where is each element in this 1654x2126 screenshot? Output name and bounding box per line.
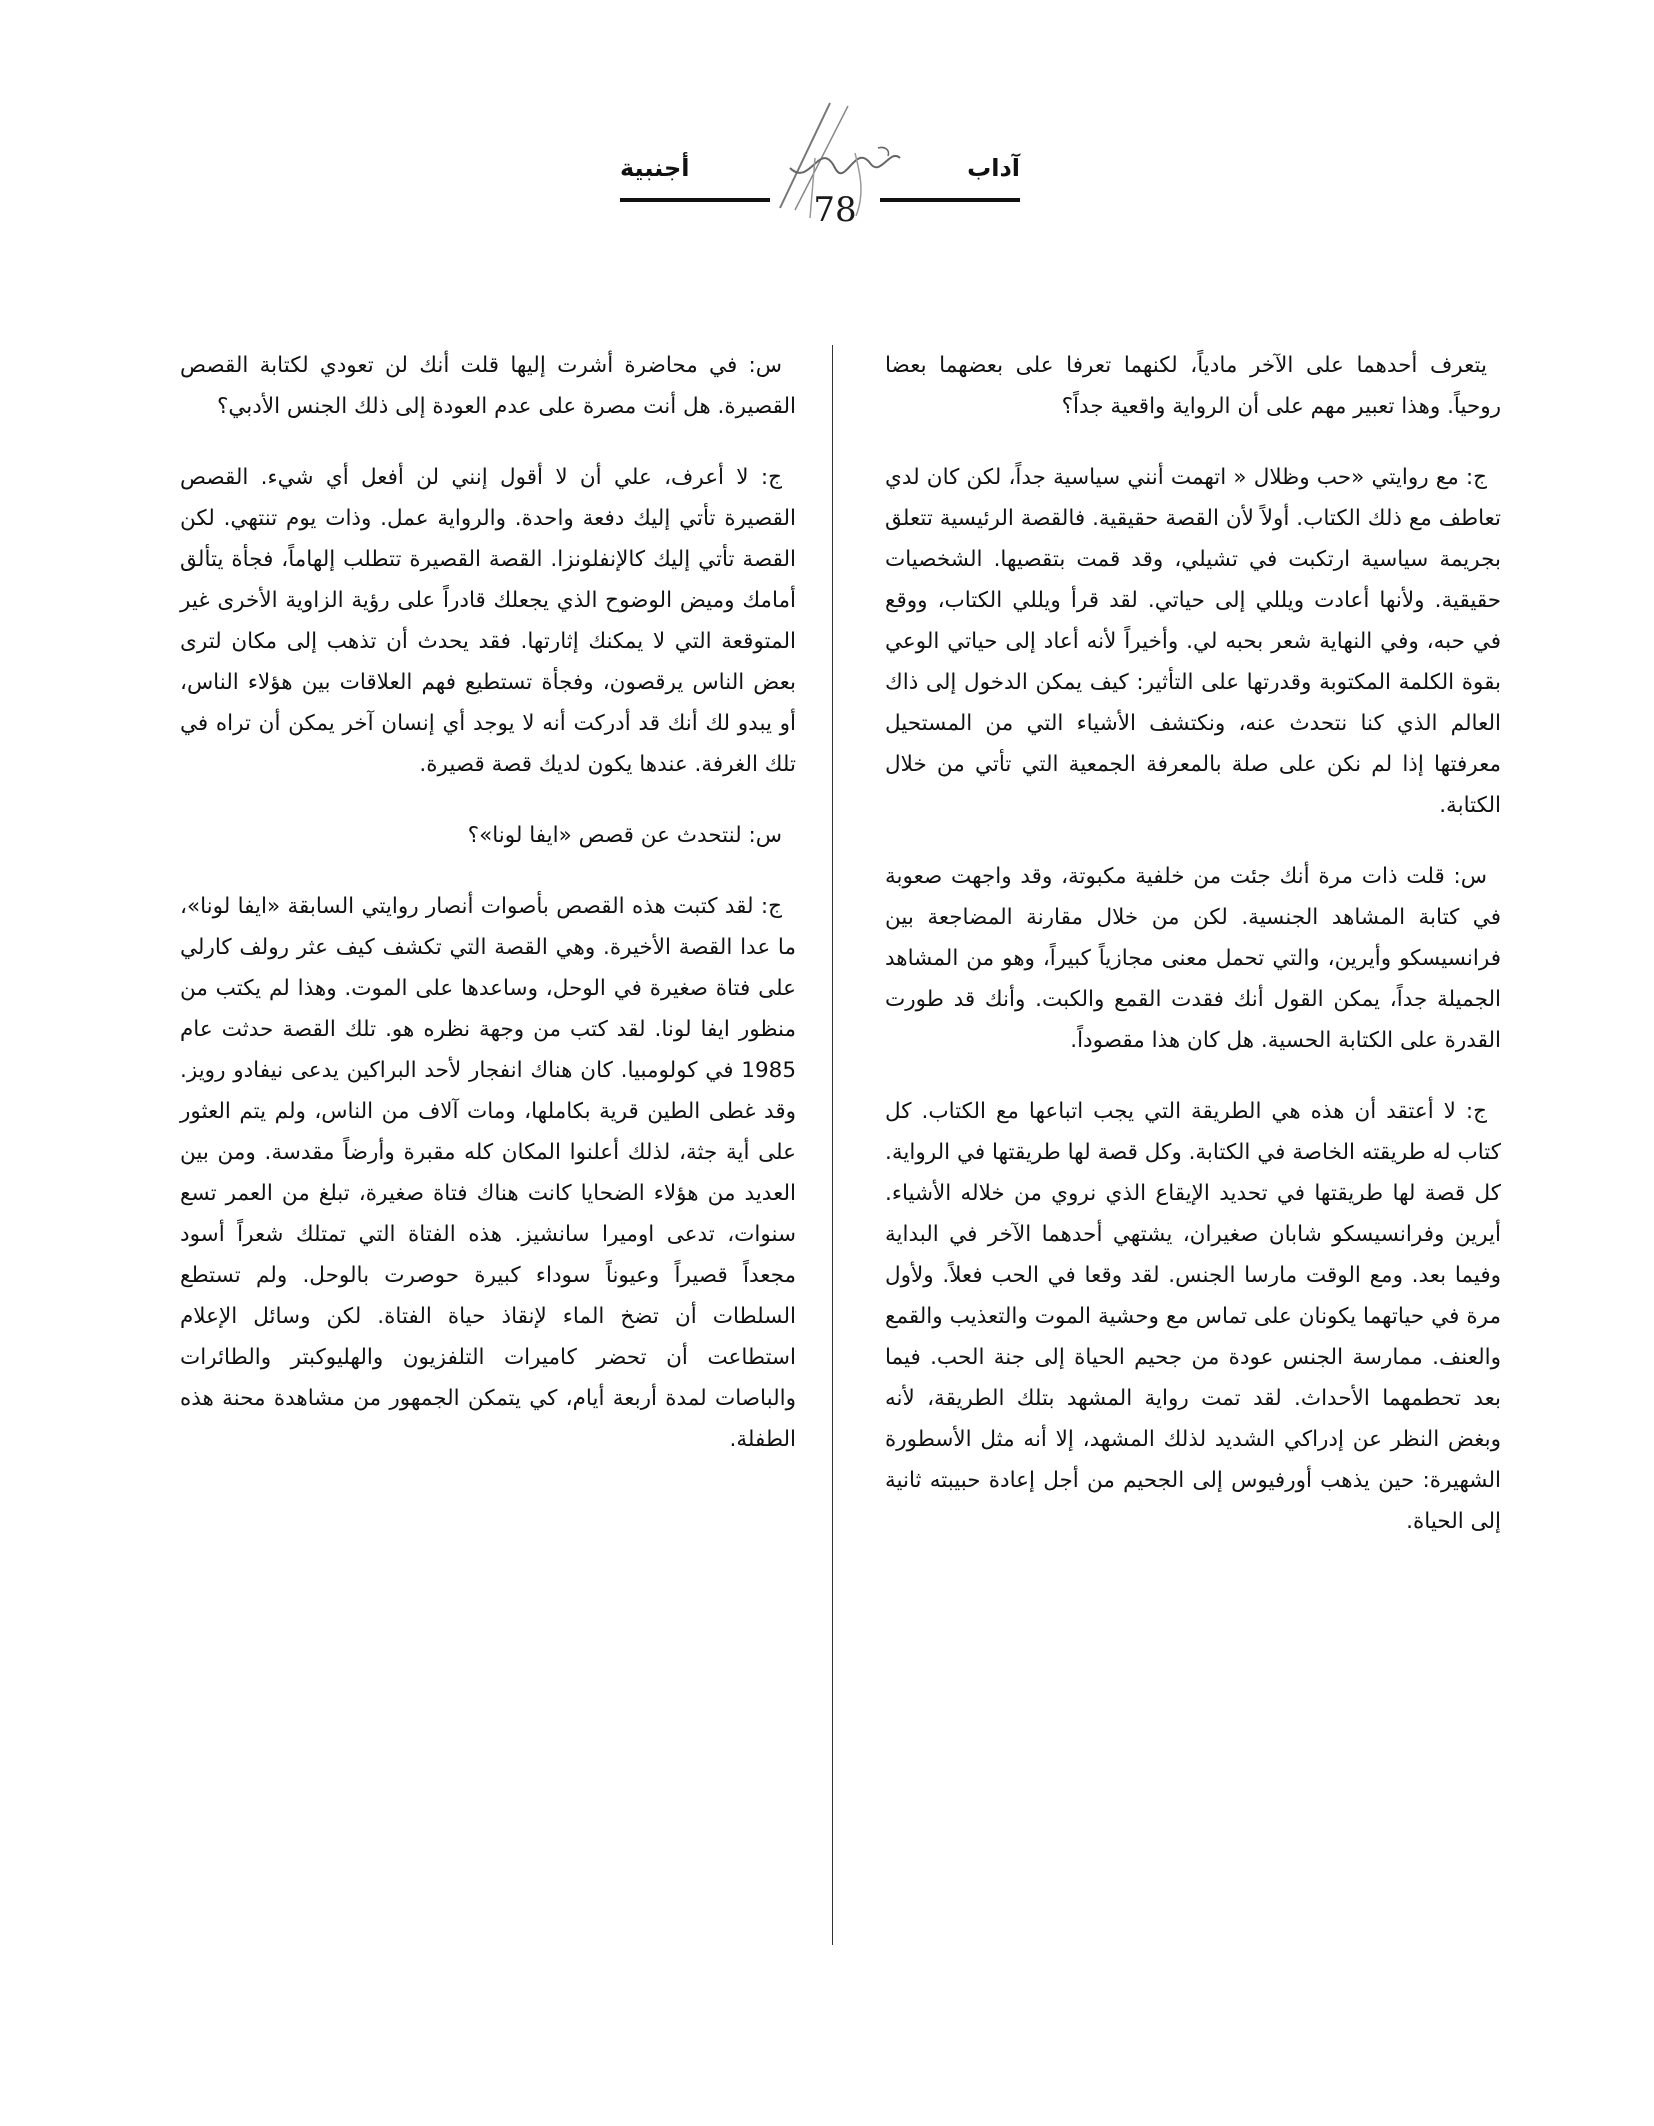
paragraph: س: لنتحدث عن قصص «ايفا لونا»؟ xyxy=(467,823,782,848)
paragraph: يتعرف أحدهما على الآخر مادياً، لكنهما تعرفا على بعضهما بعضا روحياً. وهذا تعبير مهم على أن الرواية واقعية جداً؟ xyxy=(885,353,1501,419)
paragraph: ج: مع روايتي «حب وظلال « اتهمت أنني سياسية جداً، لكن كان لدي تعاطف مع ذلك الكتاب. أولاً لأن القصة حقيقية. فالقصة الرئيسية تتعلق بجريمة سياسية ارتكبت في تشيلي، وقد قمت بتقصيها. الشخصيات حقيقية. ولأنها أعادت ويللي إلى حياتي. لقد قرأ ويللي الكتاب، ووقع في حبه، وفي النهاية شعر بحبه لي. وأخيراً لأنه أعاد إلى حياتي الوعي بقوة الكلمة المكتوبة وقدرتها على التأثير: كيف يمكن الدخول إلى ذاك العالم الذي كنا نتحدث عنه، ونكتشف الأشياء التي من المستحيل معرفتها إذا لم نكن على صلة بالمعرفة الجمعية التي تأتي من خلال الكتابة. xyxy=(885,465,1501,818)
right-column xyxy=(885,345,1501,1572)
paragraph: ج: لقد كتبت هذه القصص بأصوات أنصار روايتي السابقة «ايفا لونا»، ما عدا القصة الأخيرة. وهي القصة التي تكشف كيف عثر رولف كارلي على فتاة صغيرة في الوحل، وساعدها على الموت. وهذا لم يكتب من منظور ايفا لونا. لقد كتب من وجهة نظره هو. تلك القصة حدثت عام 1985 في كولومبيا. كان هناك انفجار لأحد البراكين يدعى نيفادو رويز. وقد غطى الطين قرية بكاملها، ومات آلاف من الناس، ولم يتم العثور على أية جثة، لذلك أعلنوا المكان كله مقبرة وأرضاً مقدسة. ومن بين العديد من هؤلاء الضحايا كانت هناك فتاة صغيرة، تبلغ من العمر تسع سنوات، تدعى اوميرا سانشيز. هذه الفتاة التي تمتلك شعراً أسود مجعداً قصيراً وعيوناً سوداء كبيرة حوصرت بالوحل. ولم تستطع السلطات أن تضخ الماء لإنقاذ حياة الفتاة. لكن وسائل الإعلام استطاعت أن تحضر كاميرات التلفزيون والهليوكبتر والطائرات والباصات لمدة أربعة أيام، كي يتمكن الجمهور من مشاهدة محنة هذه الطفلة. xyxy=(180,894,796,1452)
header-section-right: آداب xyxy=(967,154,1020,182)
column-divider xyxy=(832,345,833,1945)
page-number: 78 xyxy=(813,190,857,230)
paragraph: س: قلت ذات مرة أنك جئت من خلفية مكبوتة، وقد واجهت صعوبة في كتابة المشاهد الجنسية. لكن من خلال مقارنة المضاجعة بين فرانسيسكو وأيرين، والتي تحمل معنى مجازياً كبيراً، وهو من المشاهد الجميلة جداً، يمكن القول أنك فقدت القمع والكبت. وأنك قد طورت القدرة على الكتابة الحسية. هل كان هذا مقصوداً. xyxy=(885,864,1501,1053)
paragraph: ج: لا أعتقد أن هذه هي الطريقة التي يجب اتباعها مع الكتاب. كل كتاب له طريقته الخاصة في الكتابة. وكل قصة لها طريقتها في الرواية. كل قصة لها طريقتها في تحديد الإيقاع الذي نروي من خلاله الأشياء. أيرين وفرانسيسكو شابان صغيران، يشتهي أحدهما الآخر في البداية وفيما بعد. ومع الوقت مارسا الجنس. لقد وقعا في الحب فعلاً. ولأول مرة في حياتهما يكونان على تماس مع وحشية الموت والتعذيب والقمع والعنف. ممارسة الجنس عودة من جحيم الحياة إلى جنة الحب. فيما بعد تحطمهما الأحداث. لقد تمت رواية المشهد بتلك الطريقة، لأنه وبغض النظر عن إدراكي الشديد لذلك المشهد، إلا أنه مثل الأسطورة الشهيرة: حين يذهب أورفيوس إلى الجحيم من أجل إعادة حبيبته ثانية إلى الحياة. xyxy=(885,1099,1501,1534)
header-section-left: أجنبية xyxy=(620,154,690,182)
paragraph: ج: لا أعرف، علي أن لا أقول إنني لن أفعل أي شيء. القصص القصيرة تأتي إليك دفعة واحدة. والرواية عمل. وذات يوم تنتهي. لكن القصة تأتي إليك كالإنفلونزا. القصة القصيرة تتطلب إلهاماً، فجأة يتألق أمامك وميض الوضوح الذي يجعلك قادراً على رؤية الزاوية الأخرى غير المتوقعة التي لا يمكنك إثارتها. فقد يحدث أن تذهب إلى مكان لترى بعض الناس يرقصون، وفجأة تستطيع فهم العلاقات بين هؤلاء الناس، أو يبدو لك أنك قد أدركت أنه لا يوجد أي إنسان آخر يمكن أن تراه في تلك الغرفة. عندها يكون لديك قصة قصيرة. xyxy=(180,465,796,777)
left-column xyxy=(180,345,796,1490)
paragraph: س: في محاضرة أشرت إليها قلت أنك لن تعودي لكتابة القصص القصيرة. هل أنت مصرة على عدم العودة إلى ذلك الجنس الأدبي؟ xyxy=(180,353,796,419)
